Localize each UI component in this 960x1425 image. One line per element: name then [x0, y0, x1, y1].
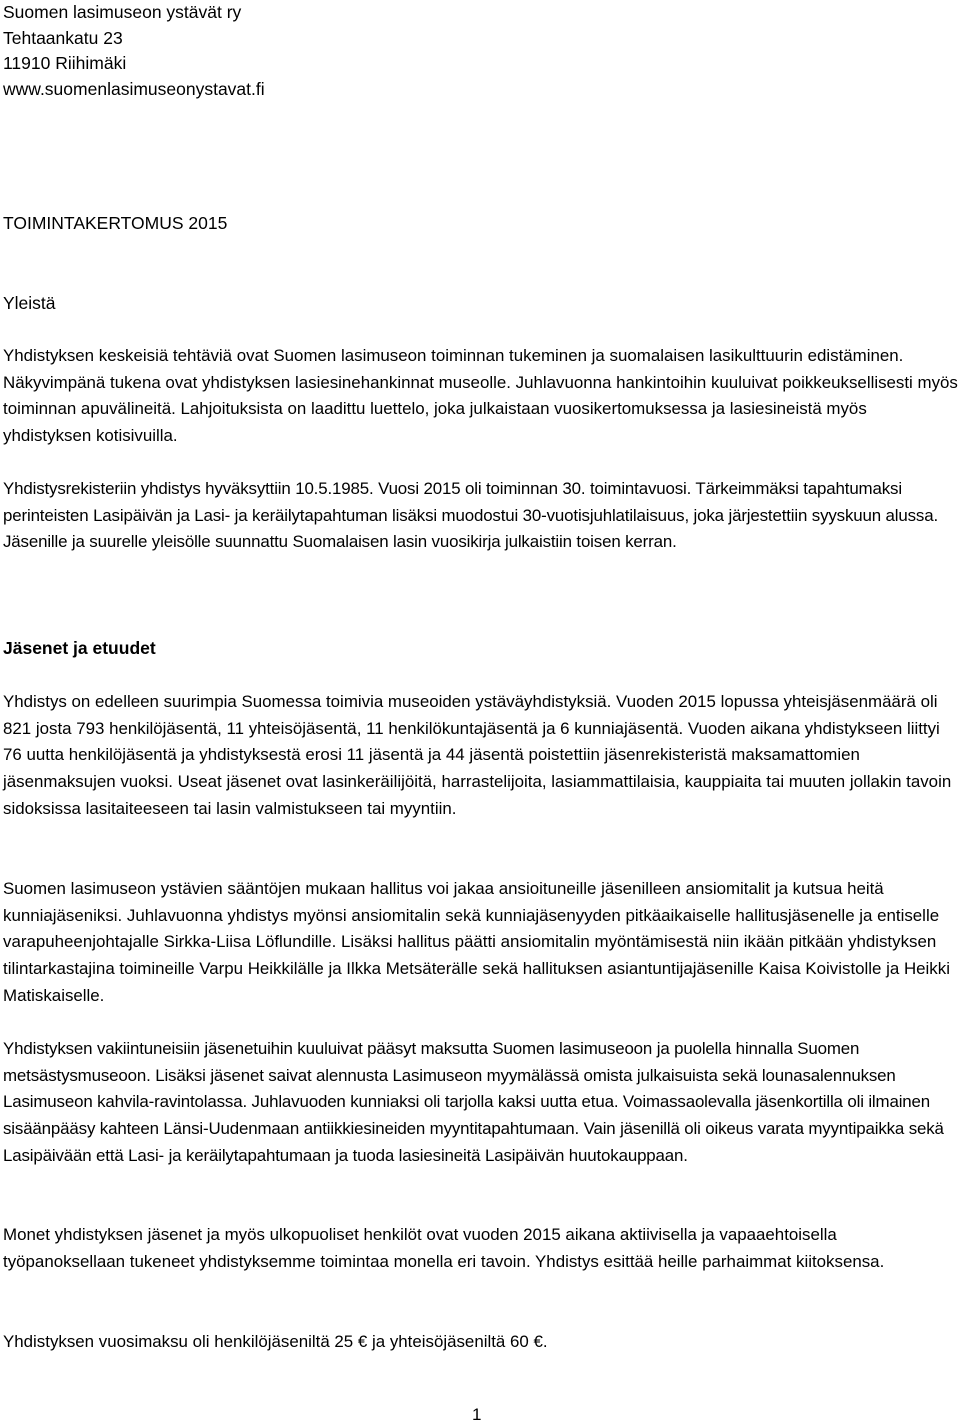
street-address: Tehtaankatu 23 [3, 27, 123, 48]
members-paragraph-2: Suomen lasimuseon ystävien sääntöjen mukaan hallitus voi jakaa ansioituneille jäsenilleen ansiomitalit ja kutsua heitä kunniajäseniksi. Juhlavuonna yhdistys myönsi ansiomitalin sekä kunniajäsenyyden pitkäaikaiselle hallitusjäsenelle ja entiselle varapuheenjohtajalle Sirkka-Liisa Löflundille. Lisäksi hallitus päätti ansiomitalin myöntämisestä niin ikään pitkään yhdistyksen tilintarkastajina toimineille Varpu Heikkilälle ja Ilkka Metsäterälle sekä hallituksen asiantuntijajäsenille Kaisa Koivistolle ja Heikki Matiskaiselle. [3, 879, 950, 1005]
page-number: 1 [472, 1405, 482, 1424]
document-page [3, 0, 958, 1351]
general-paragraph-2: Yhdistysrekisteriin yhdistys hyväksyttiin 10.5.1985. Vuosi 2015 oli toiminnan 30. toimintavuosi. Tärkeimmäksi tapahtumaksi perinteisten Lasipäivän ja Lasi- ja keräilytapahtuman lisäksi muodostui 30-vuotisjuhlatilaisuus, joka järjestettiin syyskuun alussa. Jäsenille ja suurelle yleisölle suunnattu Suomalaisen lasin vuosikirja julkaistiin toisen kerran. [3, 479, 939, 552]
members-paragraph-3: Yhdistyksen vakiintuneisiin jäsenetuihin kuuluivat pääsyt maksutta Suomen lasimuseoon ja puolella hinnalla Suomen metsästysmuseoon. Lisäksi jäsenet saivat alennusta Lasimuseon myymälässä omista julkaisuista sekä lounasalennuksen Lasimuseon kahvila-ravintolassa. Juhlavuoden kunniaksi oli tarjolla kaksi uutta etua. Voimassaolevalla jäsenkortilla oli ilmainen sisäänpääsy kahteen Länsi-Uudenmaan antiikkiesineiden myyntitapahtumaan. Vain jäsenillä oli oikeus varata myyntipaikka sekä Lasipäivään että Lasi- ja keräilytapahtumaan ja tuoda lasiesineitä Lasipäivän huutokauppaan. [3, 1039, 944, 1165]
org-name: Suomen lasimuseon ystävät ry [3, 2, 242, 22]
section-heading-members: Jäsenet ja etuudet [3, 638, 156, 658]
document-title: TOIMINTAKERTOMUS 2015 [3, 213, 228, 233]
members-paragraph-4: Monet yhdistyksen jäsenet ja myös ulkopuoliset henkilöt ovat vuoden 2015 aikana aktiivisella ja vapaaehtoisella työpanoksellaan tukeneet yhdistyksemme toimintaa monella eri tavoin. Yhdistys esittää heille parhaimmat kiitoksensa. [3, 1225, 885, 1271]
postal-address: 11910 Riihimäki [3, 53, 127, 73]
section-heading-general: Yleistä [3, 293, 56, 313]
general-paragraph-1: Yhdistyksen keskeisiä tehtäviä ovat Suomen lasimuseon toiminnan tukeminen ja suomalaisen lasikulttuurin edistäminen. Näkyvimpänä tukena ovat yhdistyksen lasiesinehankinnat museolle. Juhlavuonna hankintoihin kuuluivat poikkeuksellisesti myös toiminnan apuvälineitä. Lahjoituksista on laadittu luettelo, joka julkaistaan vuosikertomuksessa ja lasiesineistä myös yhdistyksen kotisivuilla. [3, 346, 958, 446]
website: www.suomenlasimuseonystavat.fi [3, 78, 265, 99]
membership-fee-paragraph: Yhdistyksen vuosimaksu oli henkilöjäseniltä 25 € ja yhteisöjäseniltä 60 €. [3, 1332, 548, 1351]
members-paragraph-1: Yhdistys on edelleen suurimpia Suomessa toimivia museoiden ystäväyhdistyksiä. Vuoden 2015 lopussa yhteisjäsenmäärä oli 821 josta 793 henkilöjäsentä, 11 yhteisöjäsentä, 11 henkilökuntajäsentä ja 6 kunniajäsentä. Vuoden aikana yhdistykseen liittyi 76 uutta henkilöjäsentä ja yhdistyksestä erosi 11 jäsentä ja 44 jäsentä poistettiin jäsenrekisteristä maksamattomien jäsenmaksujen vuoksi. Useat jäsenet ovat lasinkeräilijöitä, harrastelijoita, lasiammattilaisia, kauppiaita tai muuten jollakin tavoin sidoksissa lasitaiteeseen tai lasin valmistukseen tai myyntiin. [3, 692, 952, 818]
sender-address [3, 0, 958, 102]
